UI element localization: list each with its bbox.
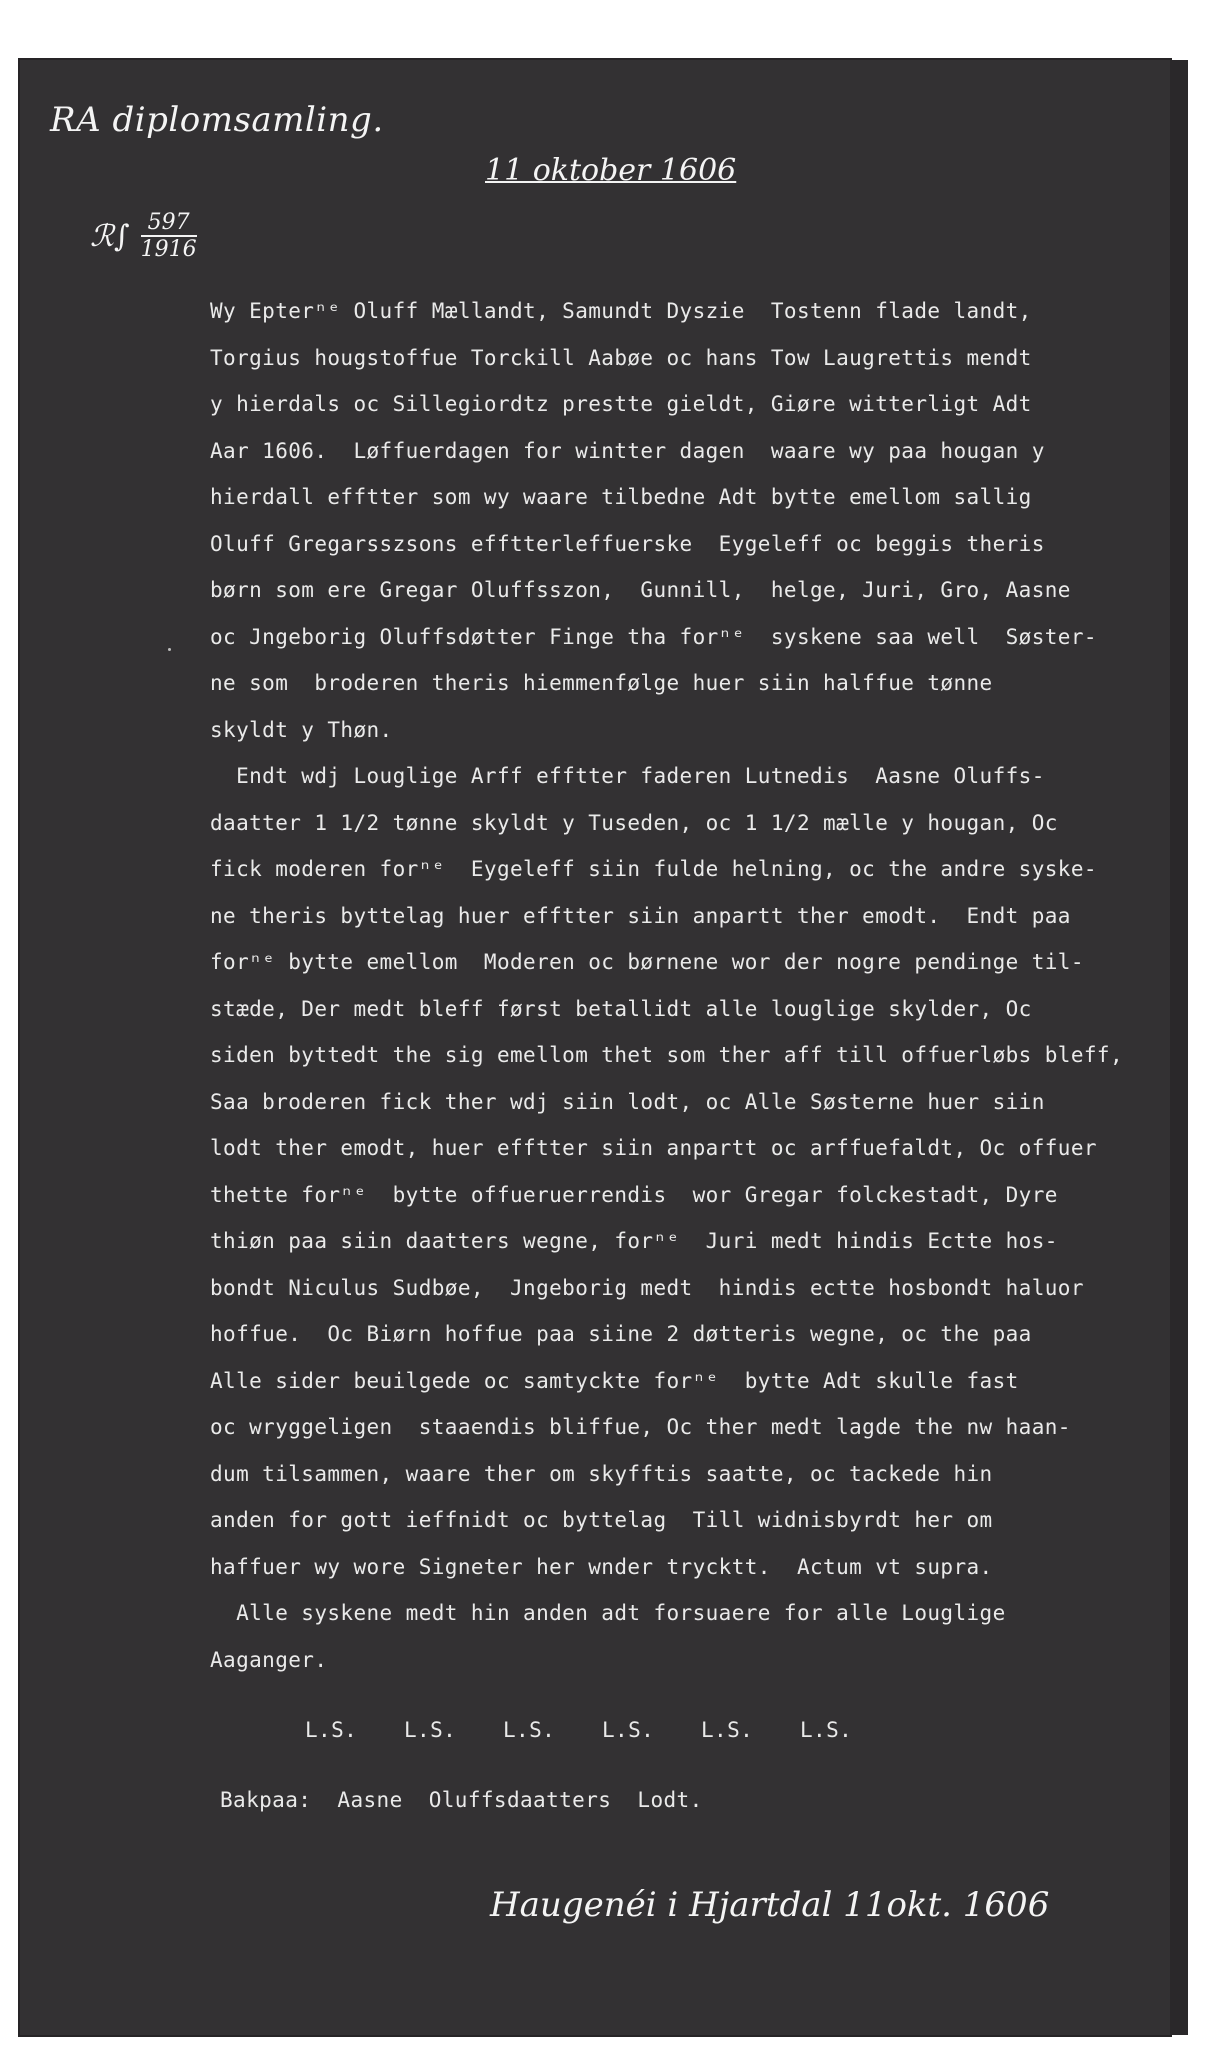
reference-number: 597 <box>141 210 197 237</box>
body-line: hierdall efftter som wy waare tilbedne Adt bytte emellom sallig <box>210 485 1032 509</box>
body-line: Aaganger. <box>210 1647 328 1672</box>
document-date: 11 oktober 1606 <box>485 153 737 188</box>
body-line: Oluff Gregarsszsons efftterleffuerske Eygeleff oc beggis theris <box>210 531 1045 556</box>
page-edge <box>1170 60 1188 2035</box>
body-line: Alle sider beuilgede oc samtyckte forⁿᵉ bytte Adt skulle fast <box>210 1368 1019 1393</box>
endorsement <box>220 1788 703 1812</box>
reference-number-note <box>90 210 197 262</box>
seal-mark: L.S. <box>503 1718 556 1742</box>
body-line: daatter 1 1/2 tønne skyldt y Tuseden, oc 1 1/2 mælle y hougan, Oc <box>210 810 1058 835</box>
body-line: anden for gott ieffnidt oc byttelag Till widnisbyrdt her om <box>210 1508 993 1532</box>
seal-mark: L.S. <box>701 1718 754 1742</box>
reference-fraction <box>141 210 197 262</box>
seal-mark: L.S. <box>800 1718 853 1742</box>
body-line: Torgius hougstoffue Torckill Aabøe oc hans Tow Laugrettis mendt <box>210 345 1032 370</box>
endorsement-label: Bakpaa: <box>220 1788 312 1812</box>
body-line: børn som ere Gregar Oluffsszon, Gunnill, helge, Juri, Gro, Aasne <box>210 578 1071 602</box>
seal-mark: L.S. <box>305 1718 358 1742</box>
body-line: thiøn paa siin daatters wegne, forⁿᵉ Juri medt hindis Ectte hos- <box>210 1229 1058 1253</box>
seal-mark: L.S. <box>404 1718 457 1742</box>
body-line: Saa broderen fick ther wdj siin lodt, oc Alle Søsterne huer siin <box>210 1089 1045 1114</box>
body-line: stæde, Der medt bleff først betallidt alle louglige skylder, Oc <box>210 996 1032 1021</box>
body-line: siden byttedt the sig emellom thet som ther aff till offuerløbs bleff, <box>210 1043 1124 1067</box>
reference-year: 1916 <box>140 237 197 262</box>
body-line: lodt ther emodt, huer efftter siin anpartt oc arffuefaldt, Oc offuer <box>210 1136 1097 1160</box>
body-line: oc Jngeborig Oluffsdøtter Finge tha forⁿᵉ syskene saa well Søster- <box>210 624 1097 649</box>
document-page <box>20 60 1170 2035</box>
body-line: hoffue. Oc Biørn hoffue paa siine 2 døtteris wegne, oc the paa <box>210 1322 1032 1346</box>
body-line: haffuer wy wore Signeter her wnder trycktt. Actum vt supra. <box>210 1554 993 1579</box>
collection-note: RA diplomsamling. <box>50 100 384 140</box>
place-date-note: Haugenéi i Hjartdal 11okt. 1606 <box>490 1885 1050 1925</box>
body-line: forⁿᵉ bytte emellom Moderen oc børnene wor der nogre pendinge til- <box>210 950 1084 974</box>
body-line: thette forⁿᵉ bytte offueruerrendis wor Gregar folckestadt, Dyre <box>210 1182 1058 1207</box>
document-body <box>210 288 1170 1683</box>
body-line: Wy Epterⁿᵉ Oluff Mællandt, Samundt Dyszie Tostenn flade landt, <box>210 299 1032 323</box>
body-line: y hierdals oc Sillegiordtz prestte gieldt, Giøre witterligt Adt <box>210 392 1032 416</box>
body-line: oc wryggeligen staaendis bliffue, Oc ther medt lagde the nw haan- <box>210 1415 1071 1439</box>
endorsement-text: Aasne Oluffsdaatters Lodt. <box>337 1788 703 1812</box>
body-line: Aar 1606. Løffuerdagen for wintter dagen waare wy paa hougan y <box>210 438 1045 463</box>
paper-speck <box>168 648 171 651</box>
body-line: ne som broderen theris hiemmenfølge huer siin halffue tønne <box>210 671 993 695</box>
body-line: fick moderen forⁿᵉ Eygeleff siin fulde helning, oc the andre syske- <box>210 857 1097 881</box>
body-line: bondt Niculus Sudbøe, Jngeborig medt hindis ectte hosbondt haluor <box>210 1275 1084 1300</box>
body-line: dum tilsammen, waare ther om skyfftis saatte, oc tackede hin <box>210 1461 993 1486</box>
seal-row <box>305 1718 899 1742</box>
seal-mark: L.S. <box>602 1718 655 1742</box>
body-line: Endt wdj Louglige Arff efftter faderen Lutnedis Aasne Oluffs- <box>210 764 1045 788</box>
body-line: ne theris byttelag huer efftter siin anpartt ther emodt. Endt paa <box>210 903 1071 928</box>
reference-mark-icon: ℛ∫ <box>90 218 130 254</box>
body-line: skyldt y Thøn. <box>210 717 393 742</box>
body-line: Alle syskene medt hin anden adt forsuaere for alle Louglige <box>210 1601 1006 1625</box>
